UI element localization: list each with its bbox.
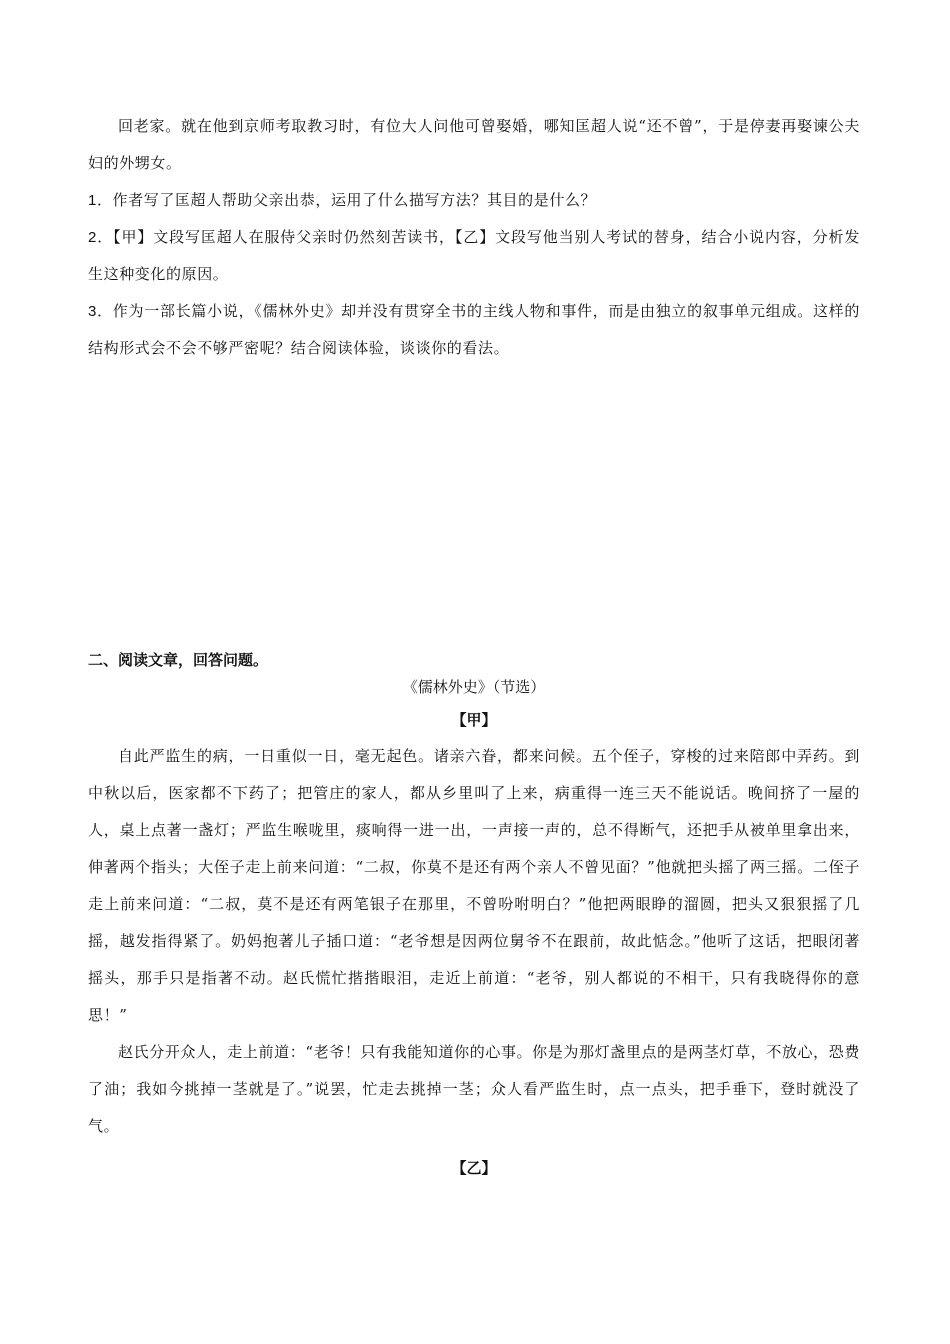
question-item [88, 219, 860, 293]
part-jia-paragraph: 自此严监生的病，一日重似一日，毫无起色。诸亲六眷，都来问候。五个侄子，穿梭的过来陪郎中弄药。到中秋以后，医家都不下药了；把管庄的家人，都从乡里叫了上来，病重得一连三天不能说话。晚间挤了一屋的人，桌上点著一盏灯；严监生喉咙里，痰响得一进一出，一声接一声的，总不得断气，还把手从被单里拿出来，伸著两个指头；大侄子走上前来问道：“二叔，你莫不是还有两个亲人不曾见面？”他就把头摇了两三摇。二侄子走上前来问道：“二叔，莫不是还有两笔银子在那里，不曾吩咐明白？”他把两眼睁的溜圆，把头又狠狠摇了几摇，越发指得紧了。奶妈抱著儿子插口道：“老爷想是因两位舅爷不在跟前，故此惦念。”他听了这话，把眼闭著摇头，那手只是指著不动。赵氏慌忙揩揩眼泪，走近上前道：“老爷，别人都说的不相干，只有我晓得你的意思！” [88, 747, 860, 1024]
question-text: 作为一部长篇小说，《儒林外史》却并没有贯穿全书的主线人物和事件，而是由独立的叙事单元组成。这样的结构形式会不会不够严密呢？结合阅读体验，谈谈你的看法。 [88, 302, 860, 357]
part-jia-body [88, 738, 860, 1145]
question-number: 2． [88, 229, 114, 246]
part-jia-label: 【甲】 [451, 712, 497, 729]
part-yi-label: 【乙】 [451, 1160, 497, 1177]
continuation-paragraph: 回老家。就在他到京师考取教习时，有位大人问他可曾娶婚，哪知匡超人说“还不曾”，于是停妻再娶谏公夫妇的外甥女。 [88, 117, 860, 172]
question-number: 1． [88, 192, 113, 209]
question-text: 【甲】文段写匡超人在服侍父亲时仍然刻苦读书，【乙】文段写他当别人考试的替身，结合小说内容，分析发生这种变化的原因。 [88, 228, 860, 283]
excerpt-title: 《儒林外史》（节选） [402, 678, 546, 696]
question-item [88, 293, 860, 367]
question-item [88, 182, 860, 219]
question-list [88, 182, 860, 367]
continuation-block [88, 108, 860, 182]
section-heading: 二、阅读文章，回答问题。 [88, 652, 269, 669]
question-number: 3． [88, 303, 113, 320]
part-jia-paragraph: 赵氏分开众人，走上前道：“老爷！只有我能知道你的心事。你是为那灯盏里点的是两茎灯草，不放心，恐费了油；我如今挑掉一茎就是了。”说罢，忙走去挑掉一茎；众人看严监生时，点一点头，把手垂下，登时就没了气。 [88, 1043, 860, 1135]
question-text: 作者写了匡超人帮助父亲出恭，运用了什么描写方法？其目的是什么？ [112, 191, 597, 209]
